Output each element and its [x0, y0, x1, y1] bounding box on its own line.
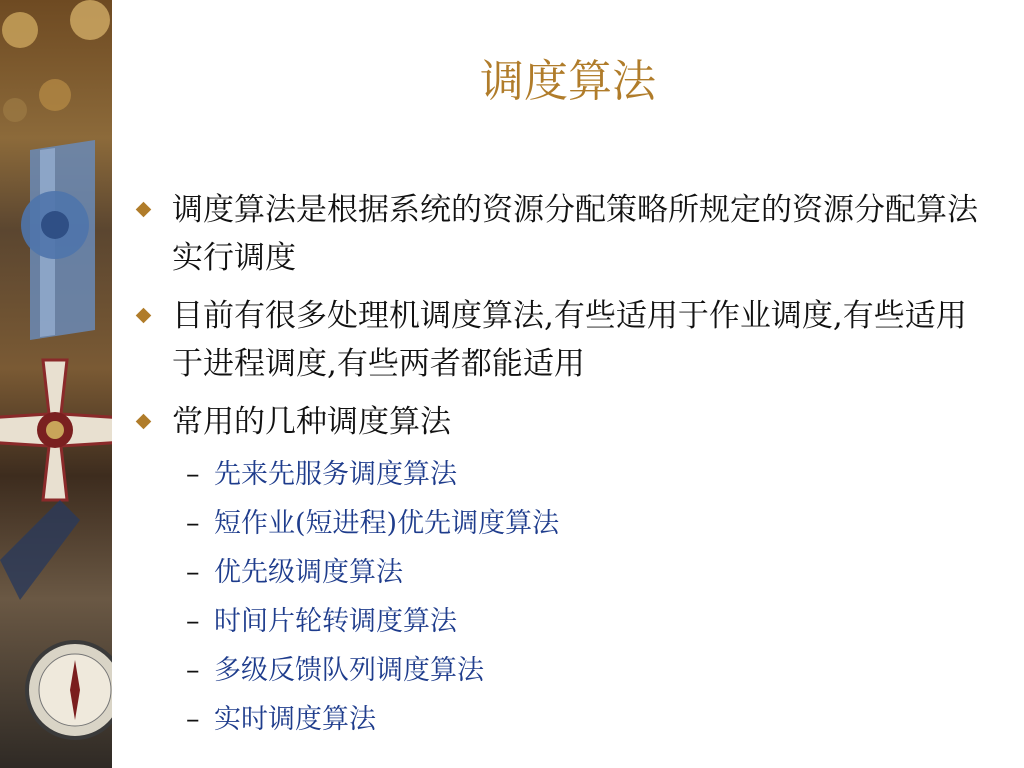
sub-bullet-text: 多级反馈队列调度算法 [214, 655, 484, 686]
diamond-bullet-icon [136, 202, 152, 218]
slide-content [136, 186, 996, 744]
sub-bullet-item [136, 450, 996, 499]
sub-bullet-text: 先来先服务调度算法 [214, 459, 457, 490]
bullet-text: 常用的几种调度算法 [172, 404, 451, 440]
sub-bullet-list [136, 450, 996, 744]
dash-marker: – [186, 606, 200, 637]
dash-marker: – [186, 704, 200, 735]
bullet-item [136, 186, 996, 282]
sub-bullet-item [136, 548, 996, 597]
sub-bullet-text: 时间片轮转调度算法 [214, 606, 457, 637]
diamond-bullet-icon [136, 414, 152, 430]
bullet-item [136, 398, 996, 446]
sub-bullet-text: 优先级调度算法 [214, 557, 403, 588]
sub-bullet-item [136, 695, 996, 744]
dash-marker: – [186, 655, 200, 686]
sub-bullet-text: 短作业(短进程)优先调度算法 [214, 508, 560, 539]
medal-and-compass-illustration [0, 0, 112, 768]
slide-title: 调度算法 [480, 56, 656, 107]
decorative-sidebar-image [0, 0, 112, 768]
bullet-text: 调度算法是根据系统的资源分配策略所规定的资源分配算法实行调度 [172, 192, 978, 276]
dash-marker: – [186, 459, 200, 490]
dash-marker: – [186, 557, 200, 588]
dash-marker: – [186, 508, 200, 539]
bullet-item [136, 292, 996, 388]
sub-bullet-item [136, 597, 996, 646]
sub-bullet-text: 实时调度算法 [214, 704, 376, 735]
diamond-bullet-icon [136, 308, 152, 324]
sub-bullet-item [136, 499, 996, 548]
bullet-text: 目前有很多处理机调度算法,有些适用于作业调度,有些适用于进程调度,有些两者都能适用 [172, 298, 967, 382]
sub-bullet-item [136, 646, 996, 695]
